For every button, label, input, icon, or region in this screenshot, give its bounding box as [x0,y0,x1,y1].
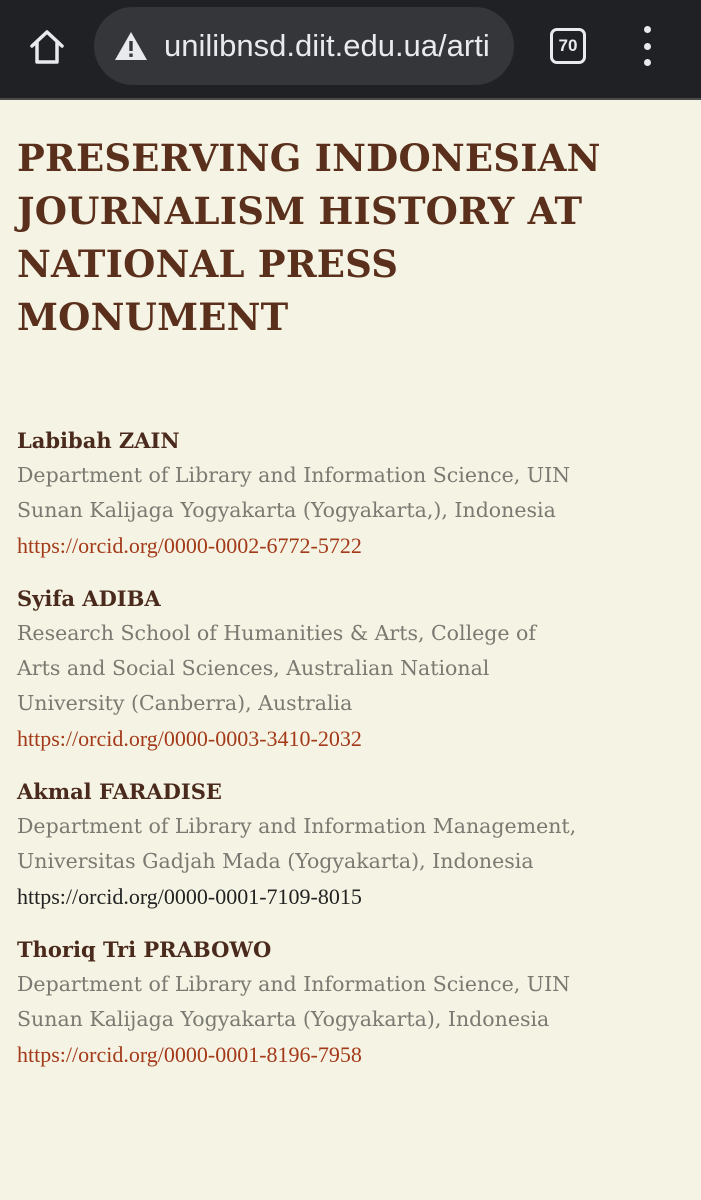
orcid-link[interactable]: https://orcid.org/0000-0001-8196-7958 [17,1042,362,1067]
author-name: Akmal FARADISE [17,779,222,804]
author-entry [17,933,617,1073]
author-affiliation: Department of Library and Information Science, UIN Sunan Kalijaga Yogyakarta (Yogyakarta,), Indonesia [17,463,571,522]
tab-switcher-button[interactable] [550,28,586,64]
orcid-text: https://orcid.org/0000-0001-7109-8015 [17,884,362,909]
orcid-link[interactable]: https://orcid.org/0000-0003-3410-2032 [17,726,362,751]
browser-toolbar [0,0,701,100]
article-content [17,132,617,1091]
home-button[interactable] [20,20,74,74]
warning-triangle-icon[interactable] [114,31,148,61]
author-name: Thoriq Tri PRABOWO [17,937,272,962]
author-name: Labibah ZAIN [17,428,180,453]
orcid-link[interactable]: https://orcid.org/0000-0002-6772-5722 [17,533,362,558]
url-text[interactable]: unilibnsd.diit.edu.ua/arti [164,28,490,63]
tab-count: 70 [558,36,578,55]
author-name: Syifa ADIBA [17,586,161,611]
author-affiliation: Department of Library and Information Science, UIN Sunan Kalijaga Yogyakarta (Yogyakarta), Indonesia [17,972,571,1031]
author-entry [17,775,617,915]
author-list [17,424,617,1073]
author-affiliation: Research School of Humanities & Arts, College of Arts and Social Sciences, Australian National University (Canberra), Australia [17,621,536,715]
address-bar[interactable] [94,7,514,85]
more-vert-icon[interactable] [630,26,664,66]
author-entry [17,582,617,757]
author-entry [17,424,617,564]
author-affiliation: Department of Library and Information Management, Universitas Gadjah Mada (Yogyakarta), Indonesia [17,814,577,873]
article-title: PRESERVING INDONESIAN JOURNALISM HISTORY AT NATIONAL PRESS MONUMENT [17,136,601,339]
home-icon [27,27,67,67]
